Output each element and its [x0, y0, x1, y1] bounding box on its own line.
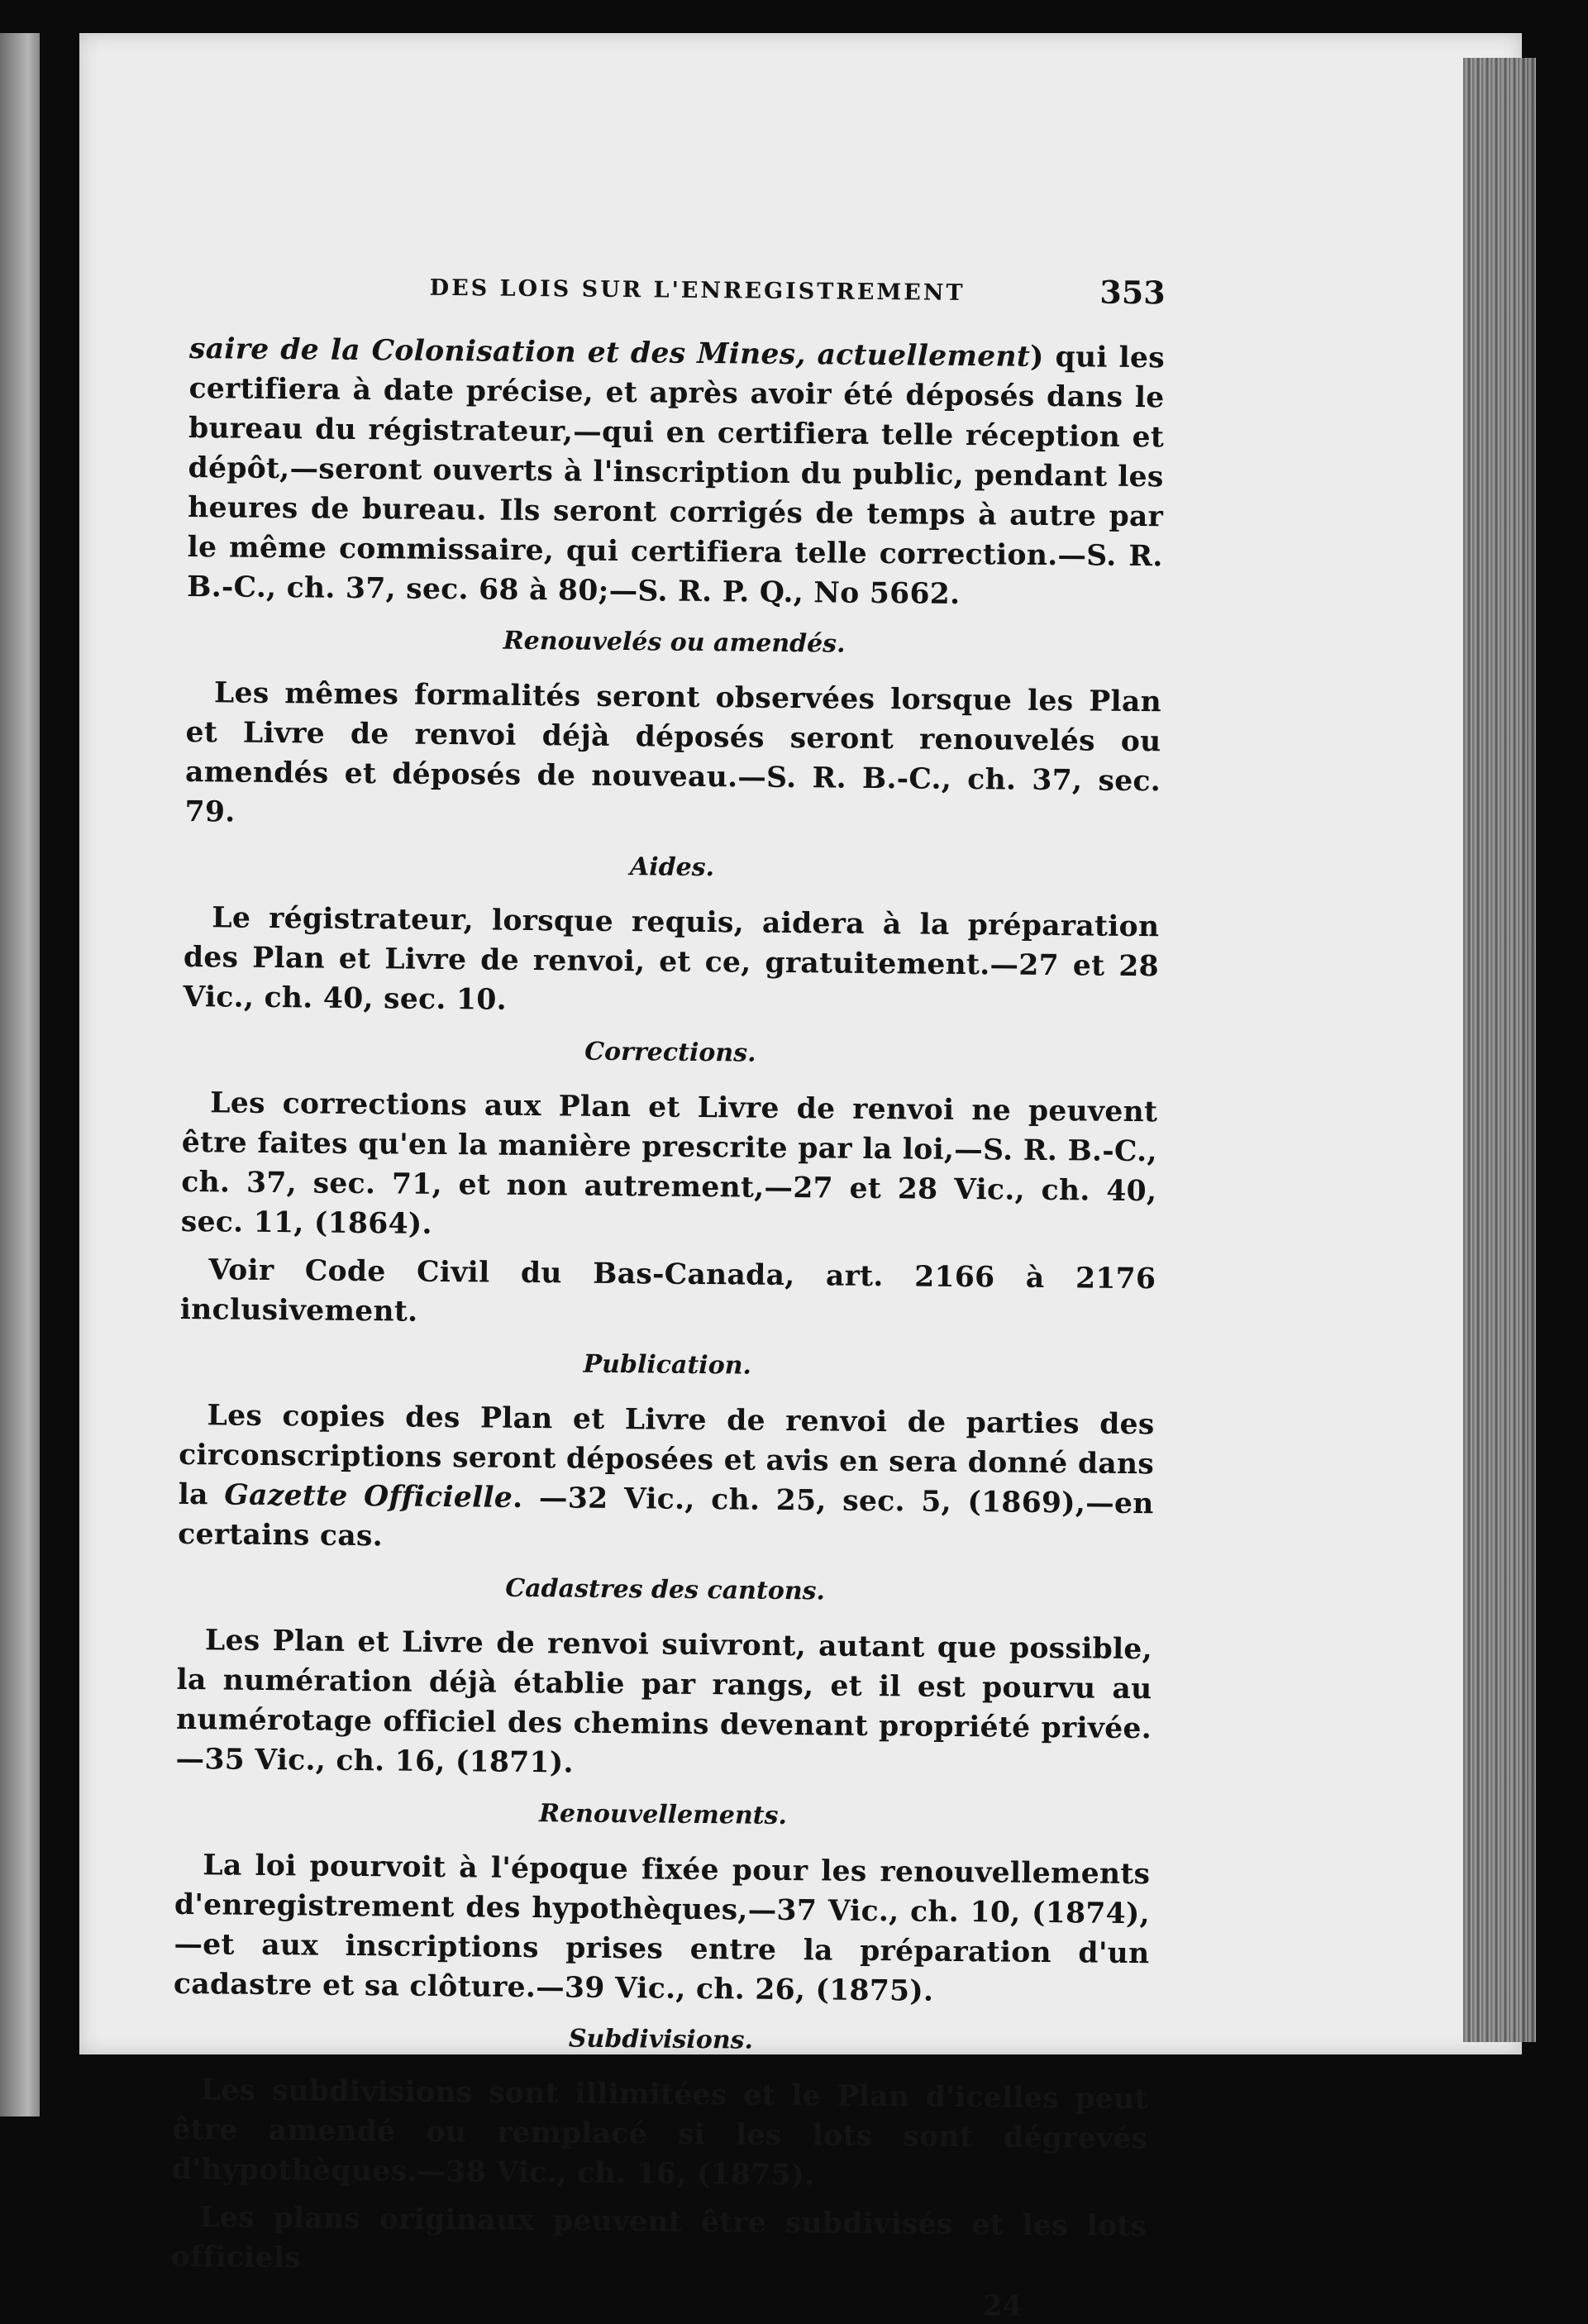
- paragraph-italic-lead: saire de la Colonisation et des Mines, actuellement: [188, 332, 1031, 374]
- paragraph-renouveles: Les mêmes formalités seront observées lorsque les Plan et Livre de renvoi déjà déposés seront renouvelés ou amendés et déposés de nouveau.—S. R. B.-C., ch. 37, sec. 79.: [184, 676, 1162, 829]
- publication-text-a: Les copies des Plan et Livre de renvoi de parties des circonscriptions seront déposées et avis en sera donné dans la: [178, 1399, 1155, 1512]
- running-title: DES LOIS SUR L'ENREGISTREMENT: [429, 274, 966, 307]
- paragraph-renouvellements: La loi pourvoit à l'époque fixée pour les renouvellements d'enregistrement des hypothèques,—37 Vic., ch. 10, (1874),—et aux inscriptions prises entre la préparation d'un cadastre et sa clôture.—39 Vic., ch. 26, (1875).: [173, 1849, 1151, 2008]
- section-heading-aides: Aides.: [629, 852, 715, 883]
- signature-mark: 24: [982, 2289, 1023, 2323]
- paragraph-cadastres: Les Plan et Livre de renvoi suivront, autant que possible, la numération déjà établie par rangs, et il est pourvu au numérotage officiel des chemins devenant propriété privée.—35 Vic., ch. 16, (1871).: [175, 1624, 1153, 1780]
- left-page-edge: [0, 33, 40, 2116]
- book-binding-edge: [1463, 58, 1536, 2042]
- page-number: 353: [1099, 273, 1166, 312]
- section-heading-corrections: Corrections.: [584, 1037, 756, 1068]
- paragraph-plans-originaux: Les plans originaux peuvent être subdivisés et les lots officiels: [170, 2201, 1147, 2275]
- paragraph-continuation: [187, 329, 1165, 616]
- section-heading-cadastres: Cadastres des cantons.: [505, 1573, 826, 1606]
- paragraph-subdivisions: Les subdivisions sont illimitées et le Plan d'icelles peut être amendé ou remplacé si les lots sont dégrevés d'hypothèques.—38 Vic., ch. 16, (1875).: [171, 2073, 1148, 2193]
- running-header: [189, 265, 1166, 323]
- paragraph-publication: [178, 1396, 1155, 1563]
- paragraph-continuation-text: ) qui les certifiera à date précise, et après avoir été déposés dans le bureau du régistrateur,—qui en certifiera telle réception et dépôt,—seront ouverts à l'inscription du public, pendant les heures de bureau. Ils seront corrigés de temps à autre par le même commissaire, qui certifiera telle correction.—S. R. B.-C., ch. 37, sec. 68 à 80;—S. R. P. Q., No 5662.: [187, 340, 1166, 611]
- section-heading-publication: Publication.: [583, 1349, 752, 1381]
- section-heading-renouveles: Renouvelés ou amendés.: [503, 626, 846, 659]
- paragraph-code-civil: Voir Code Civil du Bas-Canada, art. 2166 à 2176 inclusivement.: [179, 1253, 1156, 1329]
- publication-text-b: . —32 Vic., ch. 25, sec. 5, (1869),—en certains cas.: [178, 1481, 1154, 1553]
- section-heading-renouvellements: Renouvellements.: [538, 1799, 788, 1831]
- paragraph-corrections: Les corrections aux Plan et Livre de renvoi ne peuvent être faites qu'en la manière prescrite par la loi,—S. R. B.-C., ch. 37, sec. 71, et non autrement,—27 et 28 Vic., ch. 40, sec. 11, (1864).: [180, 1086, 1158, 1241]
- page-text-block: [170, 265, 1166, 2321]
- section-heading-subdivisions: Subdivisions.: [568, 2024, 754, 2055]
- publication-gazette: Gazette Officielle: [224, 1478, 513, 1515]
- paragraph-aides: Le régistrateur, lorsque requis, aidera à la préparation des Plan et Livre de renvoi, et ce, gratuitement.—27 et 28 Vic., ch. 40, sec. 10.: [183, 901, 1160, 1017]
